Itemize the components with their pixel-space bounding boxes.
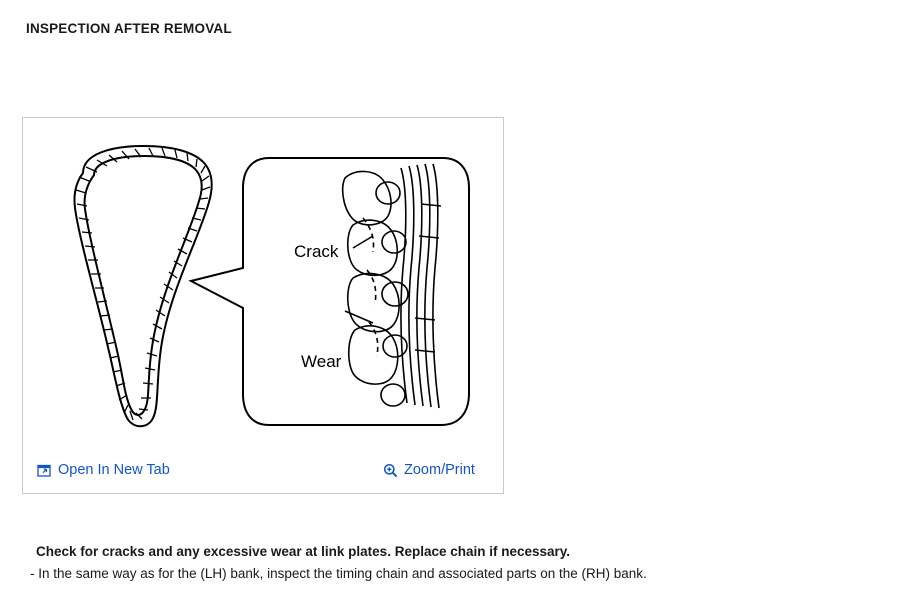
open-in-new-tab-button[interactable]: [37, 462, 170, 478]
figure-toolbar: [23, 453, 503, 493]
figure-container: [22, 117, 504, 494]
page-title: INSPECTION AFTER REMOVAL: [26, 21, 232, 36]
figure-label-crack: Crack: [294, 242, 339, 261]
open-in-new-tab-icon: [37, 463, 52, 478]
zoom-print-button[interactable]: [383, 462, 475, 478]
zoom-print-label: Zoom/Print: [404, 462, 475, 478]
caption-bold: Check for cracks and any excessive wear at link plates. Replace chain if necessary.: [36, 544, 571, 559]
magnifier-plus-icon: [383, 463, 398, 478]
caption-detail: - In the same way as for the (LH) bank, inspect the timing chain and associated parts on the (RH) bank.: [30, 566, 647, 581]
open-in-new-tab-label: Open In New Tab: [58, 462, 170, 478]
figure-illustration: [23, 118, 503, 453]
figure-label-wear: Wear: [301, 352, 342, 371]
